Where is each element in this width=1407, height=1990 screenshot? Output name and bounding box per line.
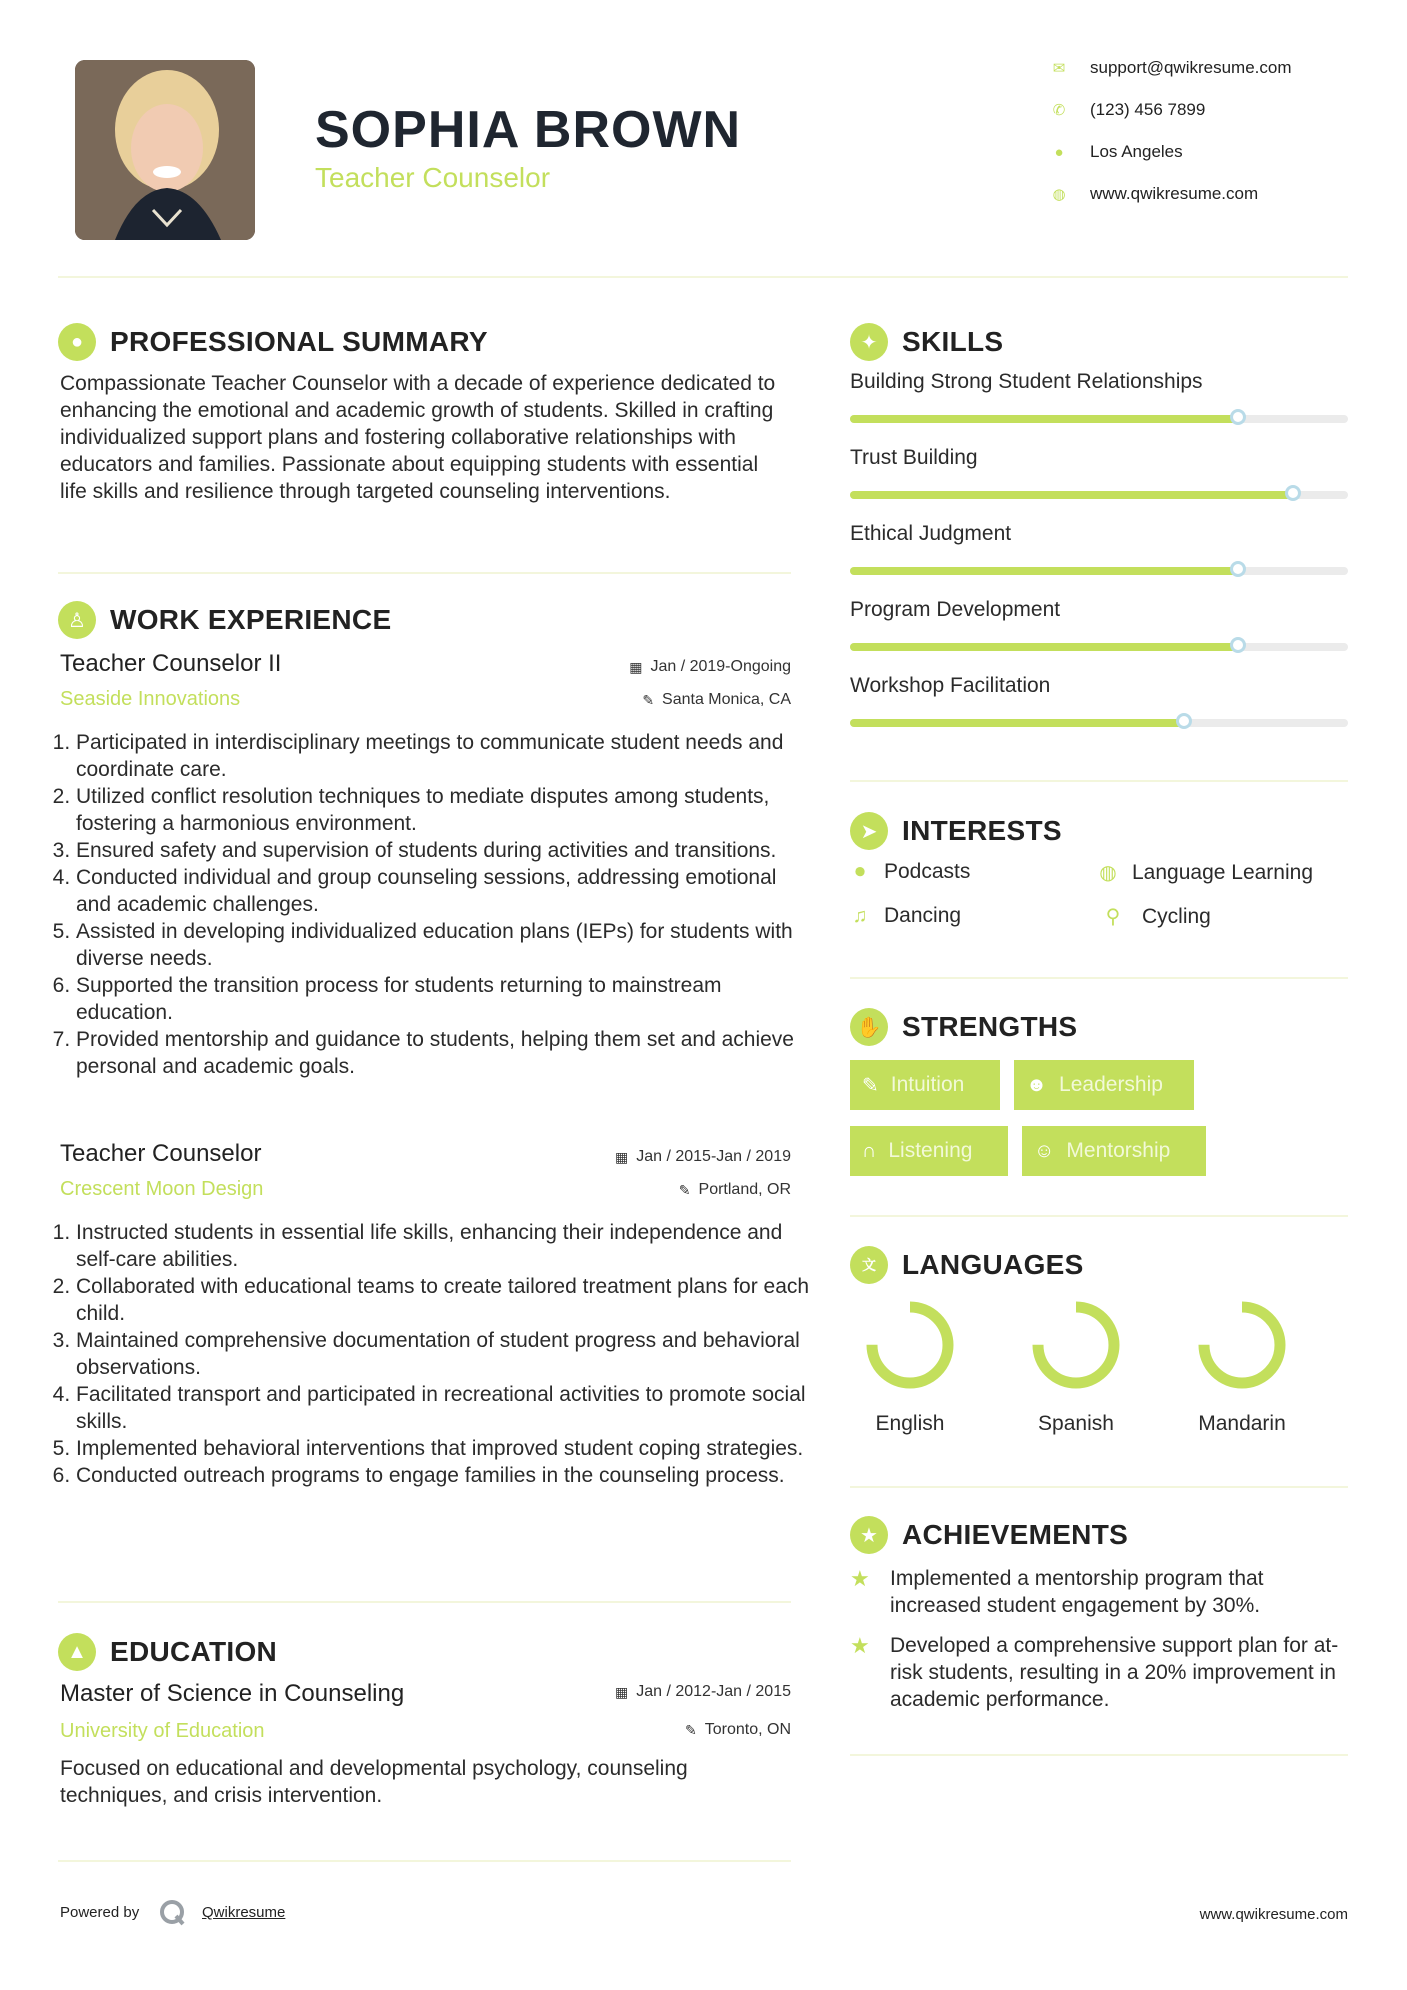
qwikresume-logo-icon (158, 1898, 186, 1926)
footer-powered-by: Powered by (60, 1904, 140, 1921)
strength-chip (1014, 1060, 1194, 1110)
microphone-icon: ⏺ (855, 860, 865, 883)
summary-title: PROFESSIONAL SUMMARY (110, 326, 488, 357)
skill-bar-knob (1230, 561, 1246, 577)
list-item: 3. Maintained comprehensive documentation of student progress and behavioral observations. (76, 1327, 816, 1381)
globe-icon: ◍ (1099, 862, 1117, 884)
languages-header (850, 1246, 1084, 1284)
skill-label: Program Development (850, 598, 1061, 621)
user-icon: ● (58, 323, 96, 361)
education-location-text: Toronto, ON (704, 1721, 791, 1738)
job-location-text: Portland, OR (698, 1181, 791, 1198)
graduation-icon: ▲ (58, 1633, 96, 1671)
strengths-title: STRENGTHS (902, 1011, 1078, 1042)
music-note-icon: ♫ (852, 904, 868, 927)
shooting-star-icon: ★ (850, 1566, 870, 1591)
list-item: 4. Conducted individual and group counseling sessions, addressing emotional and academic challenges. (76, 864, 809, 918)
language-ring (865, 1300, 955, 1390)
achievement-text: Implemented a mentorship program that increased student engagement by 30%. (890, 1567, 1264, 1617)
strengths-divider (850, 1215, 1348, 1217)
interest-label: Podcasts (884, 860, 971, 883)
degree-title: Master of Science in Counseling (60, 1680, 405, 1707)
footer-url[interactable]: www.qwikresume.com (1199, 1906, 1348, 1923)
strength-label: Mentorship (1066, 1139, 1171, 1162)
experience-divider (58, 1601, 791, 1603)
summary-text: Compassionate Teacher Counselor with a decade of experience dedicated to enhancing the emotional and academic growth of students. Skilled in crafting individualized support plans and fostering collaborative relationships with educators and families. Passionate about equipping students with essential life skills and resilience through targeted counseling interventions. (60, 372, 776, 503)
list-item: 2. Utilized conflict resolution techniques to mediate disputes among students, fostering a harmonious environment. (76, 783, 809, 837)
languages-divider (850, 1486, 1348, 1488)
list-item: 1. Instructed students in essential life skills, enhancing their independence and self-care abilities. (76, 1219, 816, 1273)
contact-phone-text: (123) 456 7899 (1090, 100, 1206, 119)
interest-item (1098, 904, 1211, 929)
list-item: 4. Facilitated transport and participated in recreational activities to promote social skills. (76, 1381, 816, 1435)
skill-bar (850, 567, 1348, 575)
job-duties-list (58, 1219, 816, 1489)
interest-label: Dancing (884, 904, 962, 927)
job-title: Teacher Counselor (60, 1140, 262, 1167)
contact-email-text: support@qwikresume.com (1090, 58, 1292, 77)
skill-bar-knob (1176, 713, 1192, 729)
candidate-role: Teacher Counselor (315, 162, 551, 193)
skill-bar (850, 643, 1348, 651)
achievement-text: Developed a comprehensive support plan for at-risk students, resulting in a 20% improvement in academic performance. (890, 1634, 1339, 1711)
list-item: 2. Collaborated with educational teams to create tailored treatment plans for each child. (76, 1273, 816, 1327)
list-item: 3. Ensured safety and supervision of students during activities and transitions. (76, 837, 809, 864)
job-location (500, 691, 791, 709)
job-company: Seaside Innovations (60, 688, 241, 710)
list-item: 1. Participated in interdisciplinary meetings to communicate student needs and coordinate care. (76, 729, 809, 783)
skill-label: Ethical Judgment (850, 522, 1012, 545)
interest-item (1098, 860, 1313, 885)
language-ring (1031, 1300, 1121, 1390)
job-dates-text: Jan / 2015-Jan / 2019 (636, 1148, 791, 1165)
experience-title: WORK EXPERIENCE (110, 604, 392, 635)
list-item: 6. Conducted outreach programs to engage families in the counseling process. (76, 1462, 816, 1489)
job-title: Teacher Counselor II (60, 650, 282, 677)
education-divider (58, 1860, 791, 1862)
interests-divider (850, 977, 1348, 979)
skill-bar-knob (1230, 637, 1246, 653)
contact-website[interactable] (1050, 184, 1258, 204)
achievements-title: ACHIEVEMENTS (902, 1519, 1129, 1550)
education-dates (500, 1683, 791, 1701)
chair-icon: ♙ (58, 601, 96, 639)
experience-header (58, 601, 391, 639)
skill-bar-knob (1285, 485, 1301, 501)
envelope-icon: ✉ (1052, 60, 1066, 77)
calendar-icon: ▦ (629, 658, 643, 675)
magic-wand-icon: ✎ (862, 1074, 879, 1097)
strengths-header (850, 1008, 1077, 1046)
headphones-icon: ∩ (862, 1139, 877, 1162)
skill-bar (850, 491, 1348, 499)
calendar-icon: ▦ (614, 1148, 629, 1165)
job-dates (500, 1148, 791, 1166)
language-ring-arc (1038, 1307, 1114, 1383)
education-title: EDUCATION (110, 1636, 278, 1667)
language-label: Mandarin (1198, 1412, 1286, 1435)
education-text: Focused on educational and developmental psychology, counseling techniques, and crisis intervention. (60, 1757, 688, 1807)
strength-chip (850, 1060, 1000, 1110)
hand-icon: ✋ (850, 1008, 888, 1046)
skill-bar-fill (850, 643, 1238, 651)
lightbulb-icon: ✦ (850, 323, 888, 361)
job-company: Crescent Moon Design (60, 1178, 264, 1200)
language-ring-arc (1204, 1307, 1280, 1383)
map-pin-icon: ● (1054, 143, 1064, 161)
phone-icon: ✆ (1052, 102, 1066, 119)
education-header (58, 1633, 277, 1671)
job-location (500, 1181, 791, 1199)
footer-brand-link[interactable]: Qwikresume (202, 1904, 286, 1921)
strength-chip (1022, 1126, 1206, 1176)
contact-phone[interactable] (1050, 100, 1205, 120)
school-name: University of Education (60, 1720, 265, 1742)
skills-header (850, 323, 1003, 361)
language-ring (1197, 1300, 1287, 1390)
language-label: English (875, 1412, 945, 1435)
user-plus-icon: ☺ (1034, 1139, 1055, 1162)
skill-label: Workshop Facilitation (850, 674, 1051, 697)
contact-location (1050, 142, 1183, 162)
summary-header (58, 323, 488, 361)
strength-label: Listening (888, 1139, 973, 1162)
job-location-text: Santa Monica, CA (662, 691, 791, 708)
skills-title: SKILLS (902, 326, 1004, 357)
achievements-header (850, 1516, 1128, 1554)
interests-header (850, 812, 1062, 850)
job-duties-list (58, 729, 809, 1080)
list-item: 7. Provided mentorship and guidance to students, helping them set and achieve personal and academic goals. (76, 1026, 809, 1080)
list-item: 5. Implemented behavioral interventions that improved student coping strategies. (76, 1435, 816, 1462)
skill-label: Trust Building (850, 446, 978, 469)
interest-label: Cycling (1142, 904, 1211, 928)
skill-bar-fill (850, 567, 1238, 575)
interest-item (850, 904, 961, 928)
pin-icon: ✎ (678, 1181, 691, 1198)
language-icon: 文 (850, 1246, 888, 1284)
contact-website-text: www.qwikresume.com (1090, 184, 1259, 203)
profile-photo (75, 60, 255, 240)
pin-icon: ✎ (685, 1721, 697, 1738)
education-dates-text: Jan / 2012-Jan / 2015 (636, 1683, 791, 1700)
interest-item (850, 860, 970, 884)
users-icon: ☻ (1026, 1073, 1048, 1096)
achievements-divider (850, 1754, 1348, 1756)
profile-photo-image (75, 60, 255, 240)
interest-label: Language Learning (1132, 860, 1314, 884)
skill-bar-fill (850, 415, 1238, 423)
shooting-star-icon: ★ (850, 1633, 870, 1658)
skill-bar-fill (850, 491, 1293, 499)
paper-plane-icon: ➤ (850, 812, 888, 850)
summary-divider (58, 572, 791, 574)
bicycle-icon: ⚲ (1105, 906, 1121, 928)
interests-title: INTERESTS (902, 815, 1062, 846)
list-item: 6. Supported the transition process for students returning to mainstream education. (76, 972, 809, 1026)
strength-chip (850, 1126, 1008, 1176)
globe-icon: ◍ (1052, 186, 1066, 203)
star-icon: ★ (850, 1516, 888, 1554)
skills-divider (850, 780, 1348, 782)
header-divider (58, 276, 1348, 278)
contact-location-text: Los Angeles (1090, 142, 1183, 161)
calendar-icon: ▦ (614, 1683, 629, 1700)
skill-bar-knob (1230, 409, 1246, 425)
language-ring-arc (872, 1307, 948, 1383)
skill-label: Building Strong Student Relationships (850, 370, 1203, 393)
languages-title: LANGUAGES (902, 1249, 1084, 1280)
achievement-item (850, 1632, 1348, 1713)
pin-icon: ✎ (642, 691, 655, 708)
language-label: Spanish (1038, 1412, 1114, 1435)
skill-bar-fill (850, 719, 1184, 727)
list-item: 5. Assisted in developing individualized education plans (IEPs) for students with diverse needs. (76, 918, 809, 972)
achievement-item (850, 1565, 1348, 1619)
education-location (500, 1721, 791, 1739)
job-dates (500, 658, 791, 676)
contact-email[interactable] (1050, 58, 1292, 78)
job-dates-text: Jan / 2019-Ongoing (650, 658, 791, 675)
skill-bar (850, 719, 1348, 727)
strength-label: Intuition (890, 1073, 965, 1096)
candidate-name: SOPHIA BROWN (315, 101, 742, 159)
strength-label: Leadership (1059, 1073, 1163, 1096)
skill-bar (850, 415, 1348, 423)
